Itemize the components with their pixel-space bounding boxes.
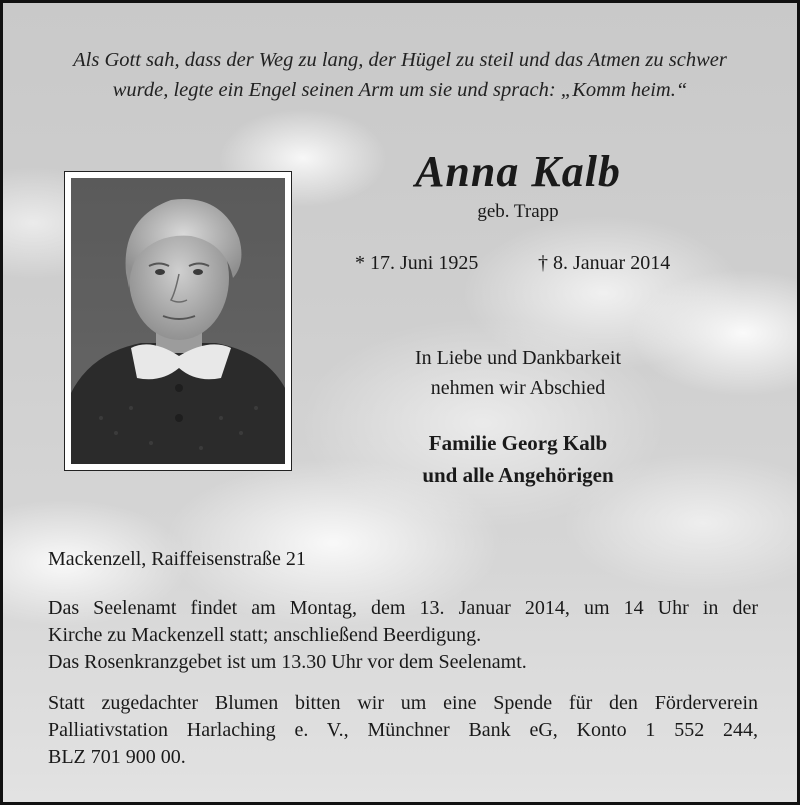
birth-date: * 17. Juni 1925 bbox=[355, 252, 479, 274]
farewell-line-2: nehmen wir Abschied bbox=[430, 377, 606, 399]
quote-line-2: wurde, legte ein Engel seinen Arm um sie und sprach: „Komm heim.“ bbox=[112, 79, 688, 101]
farewell-line-1: In Liebe und Dankbarkeit bbox=[414, 347, 622, 369]
portrait-photo bbox=[71, 178, 285, 464]
service-line-2: Kirche zu Mackenzell statt; anschließend Beerdigung. bbox=[48, 624, 482, 646]
donation-line-1: Statt zugedachter Blumen bitten wir um eine Spende für den Förderverein bbox=[48, 692, 758, 714]
service-info bbox=[48, 595, 758, 676]
deceased-name: Anna Kalb bbox=[415, 147, 621, 196]
family-line-2: und alle Angehörigen bbox=[422, 463, 614, 487]
service-line-3: Das Rosenkranzgebet ist um 13.30 Uhr vor dem Seelenamt. bbox=[48, 651, 527, 673]
maiden-name: geb. Trapp bbox=[477, 201, 559, 222]
donation-line-2: Palliativstation Harlaching e. V., Münchner Bank eG, Konto 1 552 244, bbox=[48, 719, 758, 741]
service-line-1: Das Seelenamt findet am Montag, dem 13. Januar 2014, um 14 Uhr in der bbox=[48, 597, 758, 619]
donation-info bbox=[48, 690, 758, 771]
portrait-photo-icon bbox=[71, 178, 285, 464]
quote-line-1: Als Gott sah, dass der Weg zu lang, der Hügel zu steil und das Atmen zu schwer bbox=[73, 49, 727, 71]
death-date: † 8. Januar 2014 bbox=[538, 252, 671, 274]
quote bbox=[3, 45, 797, 105]
farewell-text bbox=[313, 343, 723, 403]
donation-line-3: BLZ 701 900 00. bbox=[48, 746, 186, 768]
photo-frame bbox=[64, 171, 292, 471]
address: Mackenzell, Raiffeisenstraße 21 bbox=[48, 548, 306, 570]
family-signature bbox=[313, 427, 723, 491]
family-line-1: Familie Georg Kalb bbox=[428, 431, 608, 455]
